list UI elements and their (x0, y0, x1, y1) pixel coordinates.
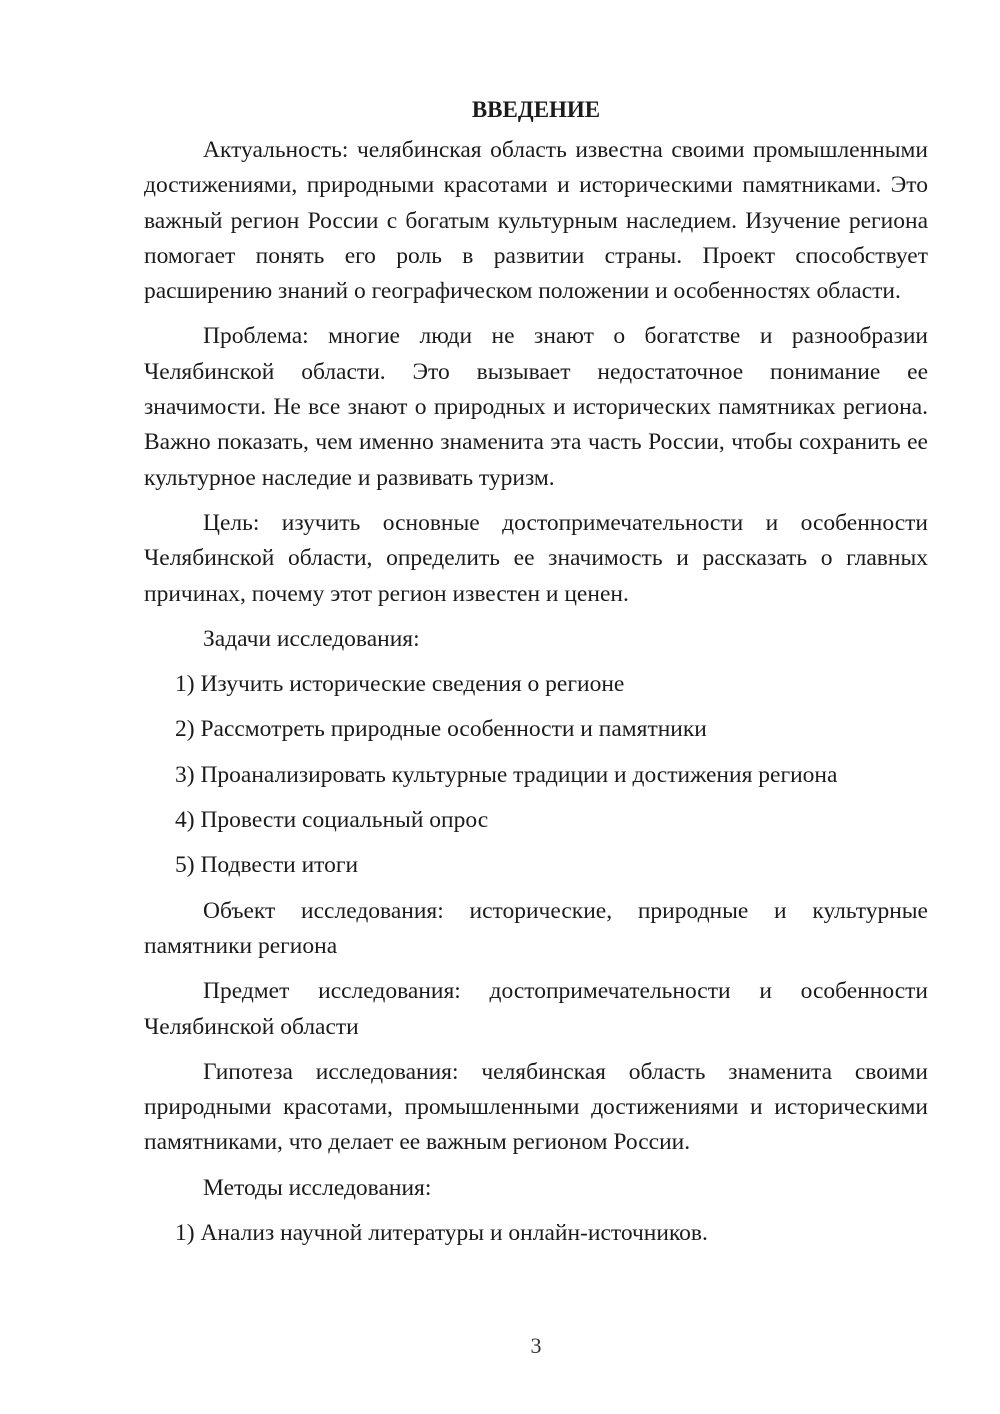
page-number: 3 (530, 1333, 542, 1358)
list-item: 4) Провести социальный опрос (175, 807, 489, 834)
methods-heading: Методы исследования: (203, 1174, 432, 1201)
problem-paragraph: Проблема: многие люди не знают о богатстве и разнообразии Челябинской области. Это вызывает недостаточное понимание ее значимости. Не все знают о природных и исторических памятниках региона. Важно показать, чем именно знаменита эта часть России, чтобы сохранить ее культурное наследие и развивать туризм. (144, 323, 928, 491)
list-item: 1) Анализ научной литературы и онлайн-источников. (175, 1220, 708, 1247)
object-paragraph: Объект исследования: исторические, природные и культурные памятники региона (144, 897, 928, 959)
subject-paragraph: Предмет исследования: достопримечательности и особенности Челябинской области (144, 978, 928, 1040)
list-item: 2) Рассмотреть природные особенности и памятники (175, 716, 707, 743)
goal-paragraph: Цель: изучить основные достопримечательности и особенности Челябинской области, определить ее значимость и рассказать о главных причинах, почему этот регион известен и ценен. (144, 509, 928, 607)
hypothesis-paragraph: Гипотеза исследования: челябинская область знаменита своими природными красотами, промышленными достижениями и историческими памятниками, что делает ее важным регионом России. (144, 1058, 928, 1156)
tasks-list (144, 667, 928, 883)
list-item: 3) Проанализировать культурные традиции и достижения региона (175, 761, 838, 788)
methods-list (144, 1216, 928, 1251)
page-title: ВВЕДЕНИЕ (471, 97, 601, 122)
tasks-heading: Задачи исследования: (203, 625, 420, 652)
list-item: 5) Подвести итоги (175, 852, 359, 879)
relevance-paragraph: Актуальность: челябинская область известна своими промышленными достижениями, природными красотами и историческими памятниками. Это важный регион России с богатым культурным наследием. Изучение региона помогает понять его роль в развитии страны. Проект способствует расширению знаний о географическом положении и особенностях области. (144, 137, 928, 305)
list-item: 1) Изучить исторические сведения о регионе (175, 671, 625, 698)
page-content (144, 92, 928, 1261)
